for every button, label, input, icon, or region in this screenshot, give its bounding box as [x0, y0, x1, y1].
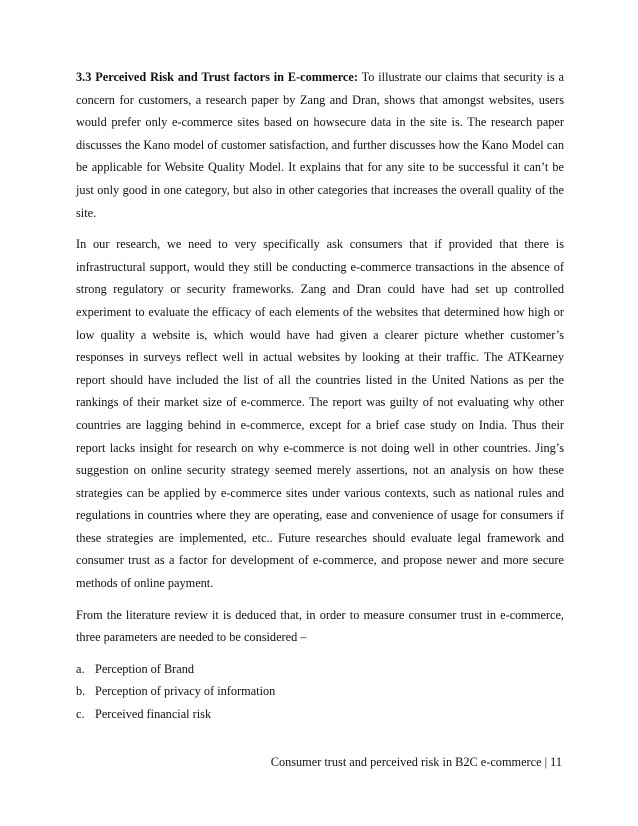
page-footer: Consumer trust and perceived risk in B2C e-commerce | 11	[270, 755, 562, 769]
parameter-list	[76, 658, 564, 726]
list-marker: c.	[76, 707, 85, 722]
section-intro-text: To illustrate our claims that security is a concern for customers, a research paper by Zang and Dran, shows that amongst websites, users would prefer only e-commerce sites based on howsecure data in the site is. The research paper discusses the Kano model of customer satisfaction, and further discusses how the Kano Model can be applicable for Website Quality Model. It explains that for any site to be successful it can’t be just only good in one category, but also in other categories that increases the overall quality of the site.	[76, 70, 565, 220]
section-paragraph	[76, 66, 564, 224]
list-item	[76, 680, 564, 703]
body-paragraph: From the literature review it is deduced that, in order to measure consumer trust in e-commerce, three parameters are needed to be considered –	[76, 607, 564, 645]
list-item	[76, 703, 564, 726]
list-item	[76, 658, 564, 681]
list-marker: a.	[76, 661, 85, 676]
page-body	[76, 66, 564, 726]
list-item-text: Perception of Brand	[95, 661, 195, 676]
list-marker: b.	[76, 684, 86, 699]
body-paragraph: In our research, we need to very specifically ask consumers that if provided that there is infrastructural support, would they still be conducting e-commerce transactions in the absence of strong regulatory or security frameworks. Zang and Dran could have had set up controlled experiment to evaluate the efficacy of each elements of the websites that determined how high or low quality a website is, which would have had given a clearer picture whether customer’s responses in surveys reflect well in actual websites by looking at their traffic. The ATKearney report should have included the list of all the countries listed in the United Nations as per the rankings of their market size of e-commerce. The report was guilty of not evaluating why other countries are lagging behind in e-commerce, except for a brief case study on India. Thus their report lacks insight for research on why e-commerce is not doing well in other countries. Jing’s suggestion on online security strategy seemed merely assertions, not an analysis on how these strategies can be applied by e-commerce sites under various contexts, such as national rules and regulations in countries where they are operating, ease and convenience of usage for consumers if these strategies are implemented, etc.. Future researches should evaluate legal framework and consumer trust as a factor for development of e-commerce, and propose newer and more secure methods of online payment.	[76, 237, 564, 591]
section-heading: 3.3 Perceived Risk and Trust factors in E-commerce:	[76, 70, 358, 84]
list-item-text: Perception of privacy of information	[95, 684, 276, 699]
list-item-text: Perceived financial risk	[95, 707, 212, 722]
